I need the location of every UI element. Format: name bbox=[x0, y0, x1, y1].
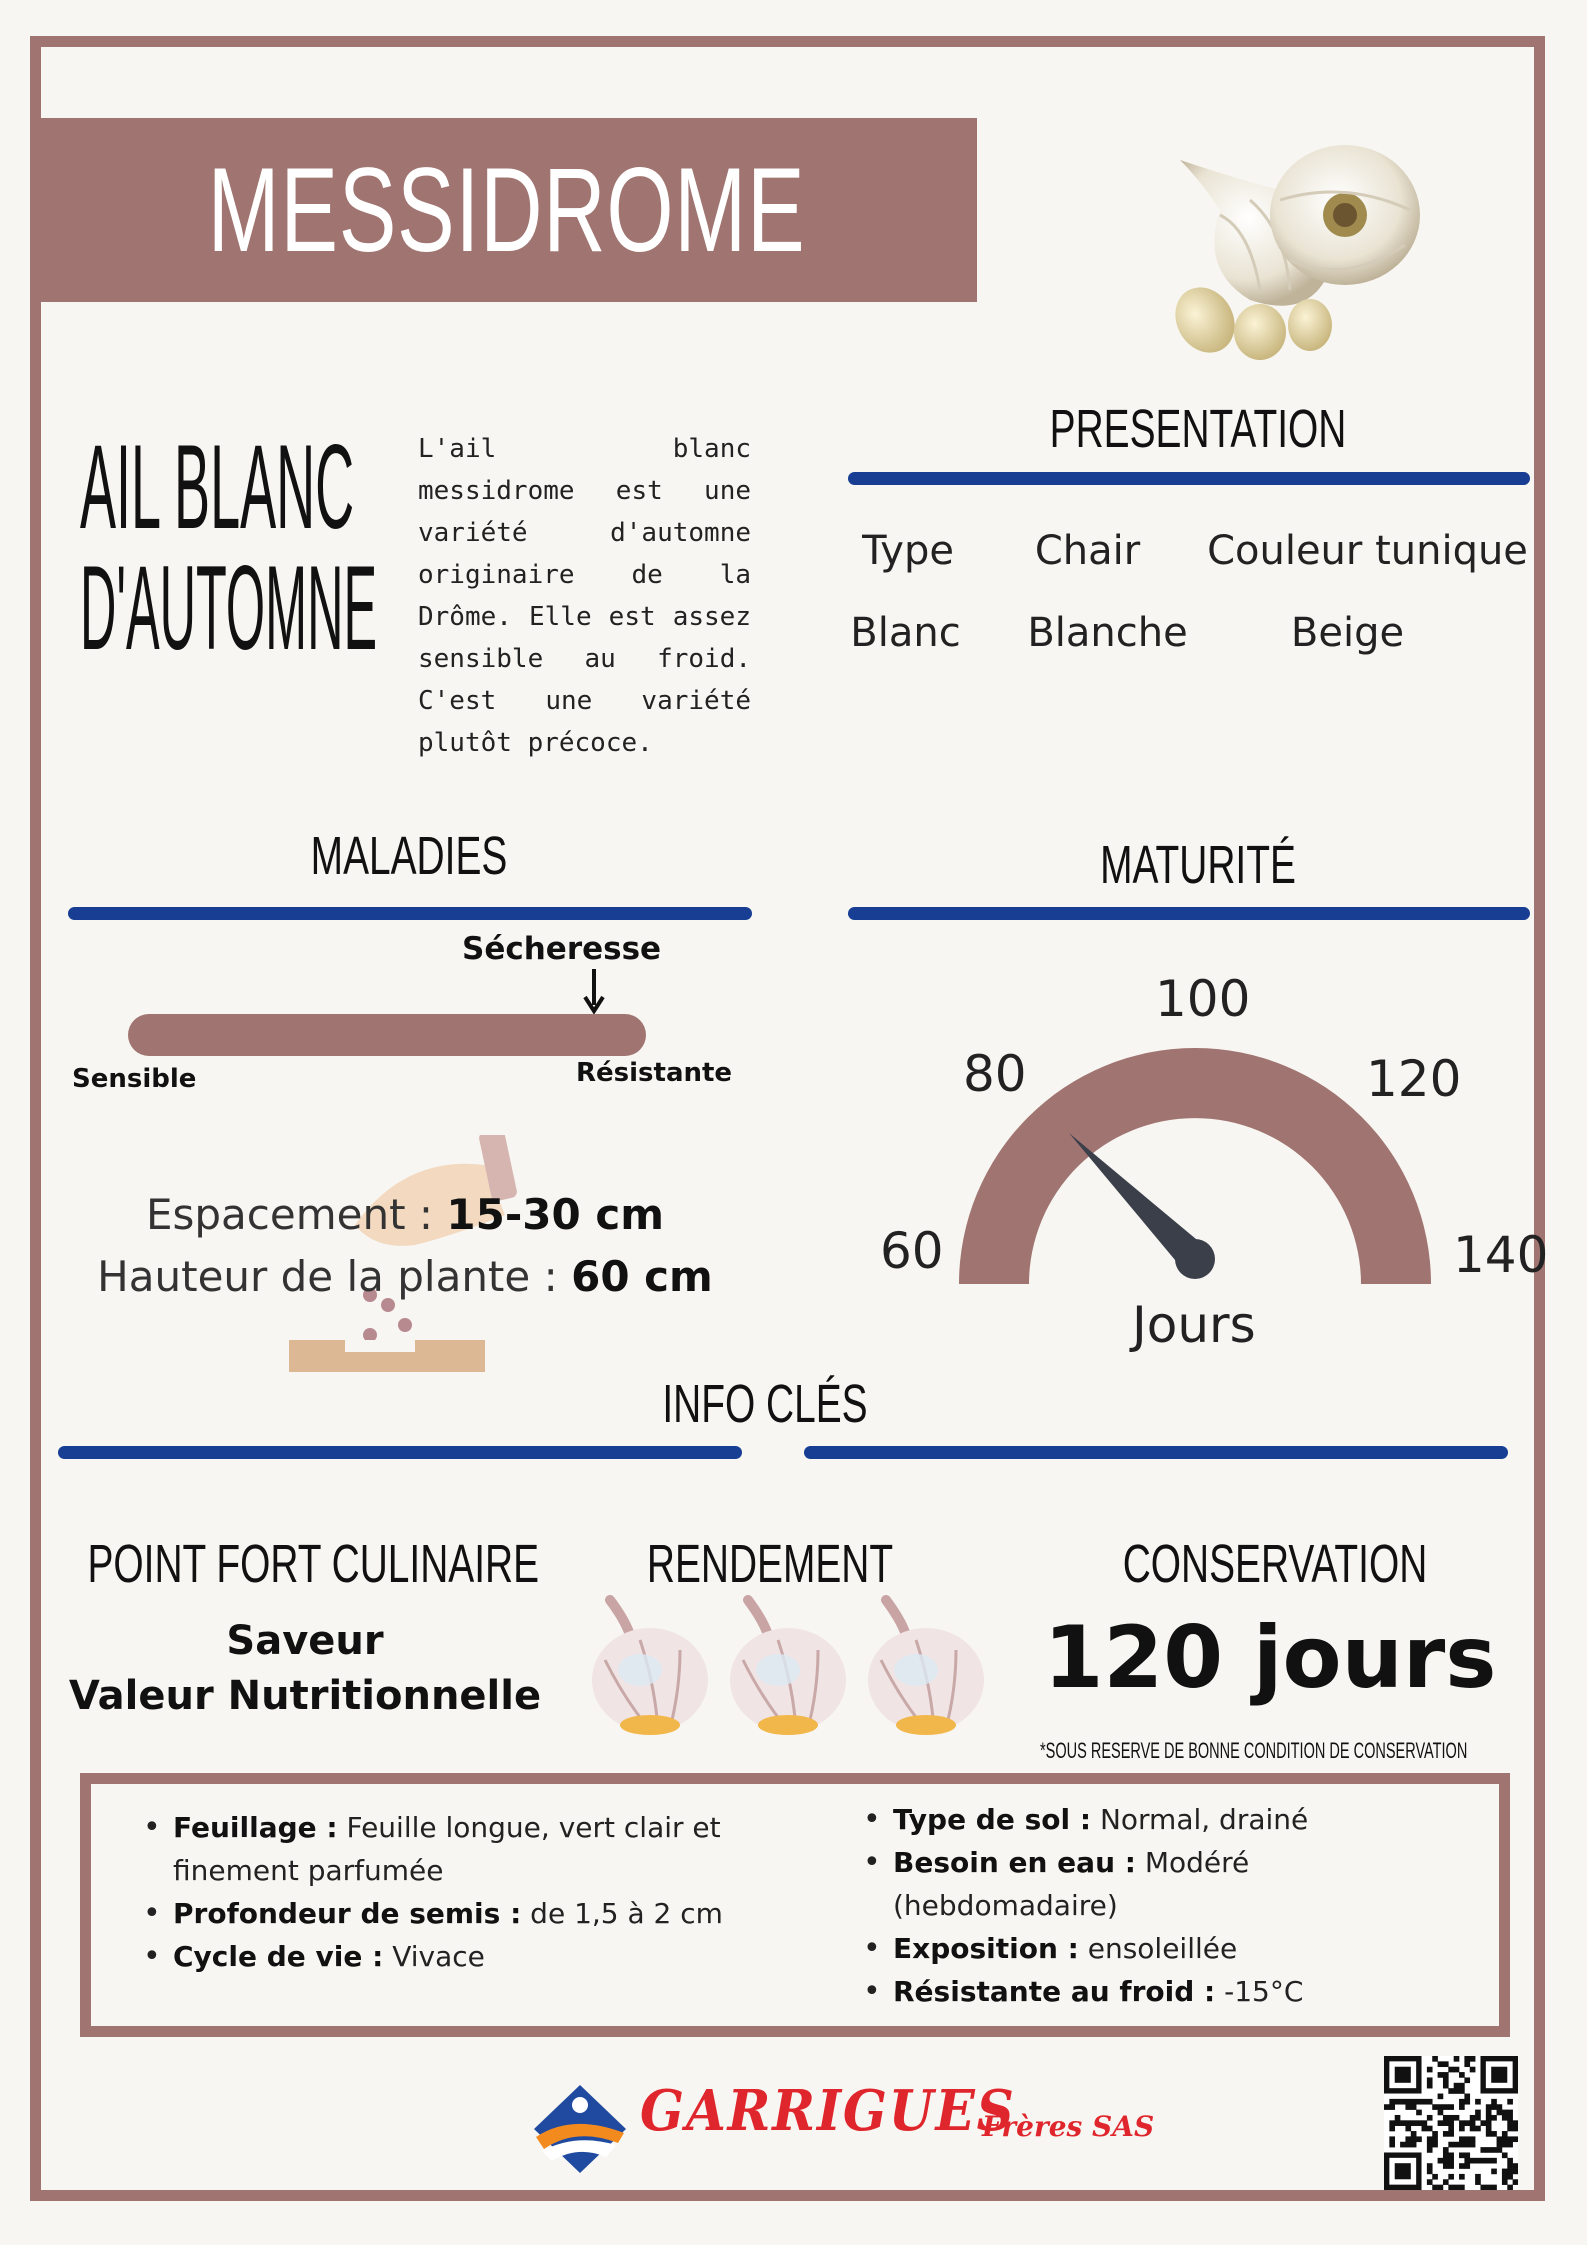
maturite-heading: MATURITÉ bbox=[1100, 835, 1296, 895]
espacement-value: 15-30 cm bbox=[446, 1190, 665, 1239]
detail-right-label: Exposition : bbox=[893, 1932, 1079, 1965]
detail-right-label: Type de sol : bbox=[893, 1803, 1092, 1836]
detail-right-value: Modéré (hebdomadaire) bbox=[893, 1846, 1250, 1922]
gauge-tick-140: 140 bbox=[1453, 1226, 1549, 1284]
sensible-label: Sensible bbox=[72, 1064, 197, 1094]
presentation-divider bbox=[848, 472, 1530, 485]
title-banner bbox=[36, 118, 977, 302]
detail-left-item bbox=[143, 1935, 743, 1978]
conservation-value: 120 jours bbox=[1043, 1608, 1497, 1708]
detail-left-value: de 1,5 à 2 cm bbox=[521, 1897, 723, 1930]
presentation-value-type: Blanc bbox=[850, 610, 961, 656]
detail-left-label: Profondeur de semis : bbox=[173, 1897, 522, 1930]
espacement-line bbox=[60, 1190, 750, 1239]
conservation-note: *SOUS RESERVE DE BONNE CONDITION DE CONSERVATION bbox=[1040, 1738, 1468, 1763]
detail-left-item bbox=[143, 1892, 743, 1935]
detail-right-item bbox=[863, 1841, 1463, 1927]
culinaire-line1: Saveur bbox=[226, 1618, 384, 1664]
detail-left-value: Feuille longue, vert clair et finement parfumée bbox=[173, 1811, 721, 1887]
gauge-unit: Jours bbox=[1132, 1296, 1256, 1354]
rendement-icons bbox=[580, 1590, 1000, 1750]
info-heading: INFO CLÉS bbox=[662, 1374, 868, 1434]
details-right-list bbox=[863, 1798, 1463, 2013]
garlic-yield-icon bbox=[718, 1590, 848, 1740]
detail-left-label: Cycle de vie : bbox=[173, 1940, 384, 1973]
detail-right-label: Besoin en eau : bbox=[893, 1846, 1136, 1879]
detail-left-item bbox=[143, 1806, 743, 1892]
gauge-hub bbox=[1175, 1239, 1215, 1279]
detail-left-label: Feuillage : bbox=[173, 1811, 338, 1844]
gauge-tick-120: 120 bbox=[1366, 1050, 1462, 1108]
brand-name: GARRIGUES bbox=[640, 2078, 1016, 2144]
maladies-heading: MALADIES bbox=[310, 826, 508, 886]
hauteur-value: 60 cm bbox=[571, 1252, 713, 1301]
presentation-header-chair: Chair bbox=[1034, 528, 1141, 574]
detail-right-item bbox=[863, 1927, 1463, 1970]
hauteur-label: Hauteur de la plante : bbox=[97, 1252, 572, 1301]
gauge-tick-80: 80 bbox=[963, 1045, 1027, 1103]
presentation-heading: PRESENTATION bbox=[1049, 399, 1347, 459]
rendement-heading: RENDEMENT bbox=[646, 1534, 894, 1594]
conservation-heading: CONSERVATION bbox=[1122, 1534, 1428, 1594]
secheresse-label: Sécheresse bbox=[462, 931, 662, 967]
variety-line2: D'AUTOMNE bbox=[80, 541, 378, 675]
qr-code bbox=[1384, 2056, 1518, 2190]
espacement-label: Espacement : bbox=[145, 1190, 447, 1239]
culinaire-line2: Valeur Nutritionnelle bbox=[68, 1673, 542, 1719]
garlic-yield-icon bbox=[856, 1590, 986, 1740]
detail-right-item bbox=[863, 1798, 1463, 1841]
hauteur-line bbox=[60, 1252, 750, 1301]
detail-right-value: -15°C bbox=[1215, 1975, 1304, 2008]
resistante-label: Résistante bbox=[576, 1058, 733, 1088]
culinaire-heading: POINT FORT CULINAIRE bbox=[87, 1534, 540, 1594]
page-title: MESSIDROME bbox=[207, 143, 806, 277]
maladies-divider bbox=[68, 907, 752, 920]
presentation-value-couleur: Beige bbox=[1290, 610, 1405, 656]
variety-description: L'ail blanc messidrome est une variété d'automne originaire de la Drôme. Elle est assez sensible au froid. C'est une variété plutôt précoce. bbox=[418, 434, 751, 758]
info-divider-left bbox=[58, 1446, 742, 1459]
detail-right-value: Normal, drainé bbox=[1091, 1803, 1309, 1836]
gauge-tick-100: 100 bbox=[1155, 970, 1251, 1028]
detail-right-label: Résistante au froid : bbox=[893, 1975, 1216, 2008]
detail-right-item bbox=[863, 1970, 1463, 2013]
presentation-header-couleur: Couleur tunique bbox=[1207, 528, 1528, 574]
detail-left-value: Vivace bbox=[383, 1940, 485, 1973]
presentation-header-type: Type bbox=[862, 528, 954, 574]
brand-suffix: Frères SAS bbox=[982, 2110, 1155, 2143]
variety-line1: AIL BLANC bbox=[80, 420, 355, 554]
presentation-value-chair: Blanche bbox=[1027, 610, 1188, 656]
arrow-down-icon bbox=[582, 967, 606, 1015]
details-left-list bbox=[143, 1806, 743, 1978]
resistance-bar bbox=[128, 1014, 646, 1056]
garlic-photo bbox=[1160, 120, 1440, 370]
maturite-divider bbox=[848, 907, 1530, 920]
garlic-yield-icon bbox=[580, 1590, 710, 1740]
garrigues-logo-icon bbox=[532, 2083, 628, 2175]
detail-right-value: ensoleillée bbox=[1078, 1932, 1238, 1965]
info-divider-right bbox=[804, 1446, 1508, 1459]
gauge-tick-60: 60 bbox=[880, 1222, 944, 1280]
